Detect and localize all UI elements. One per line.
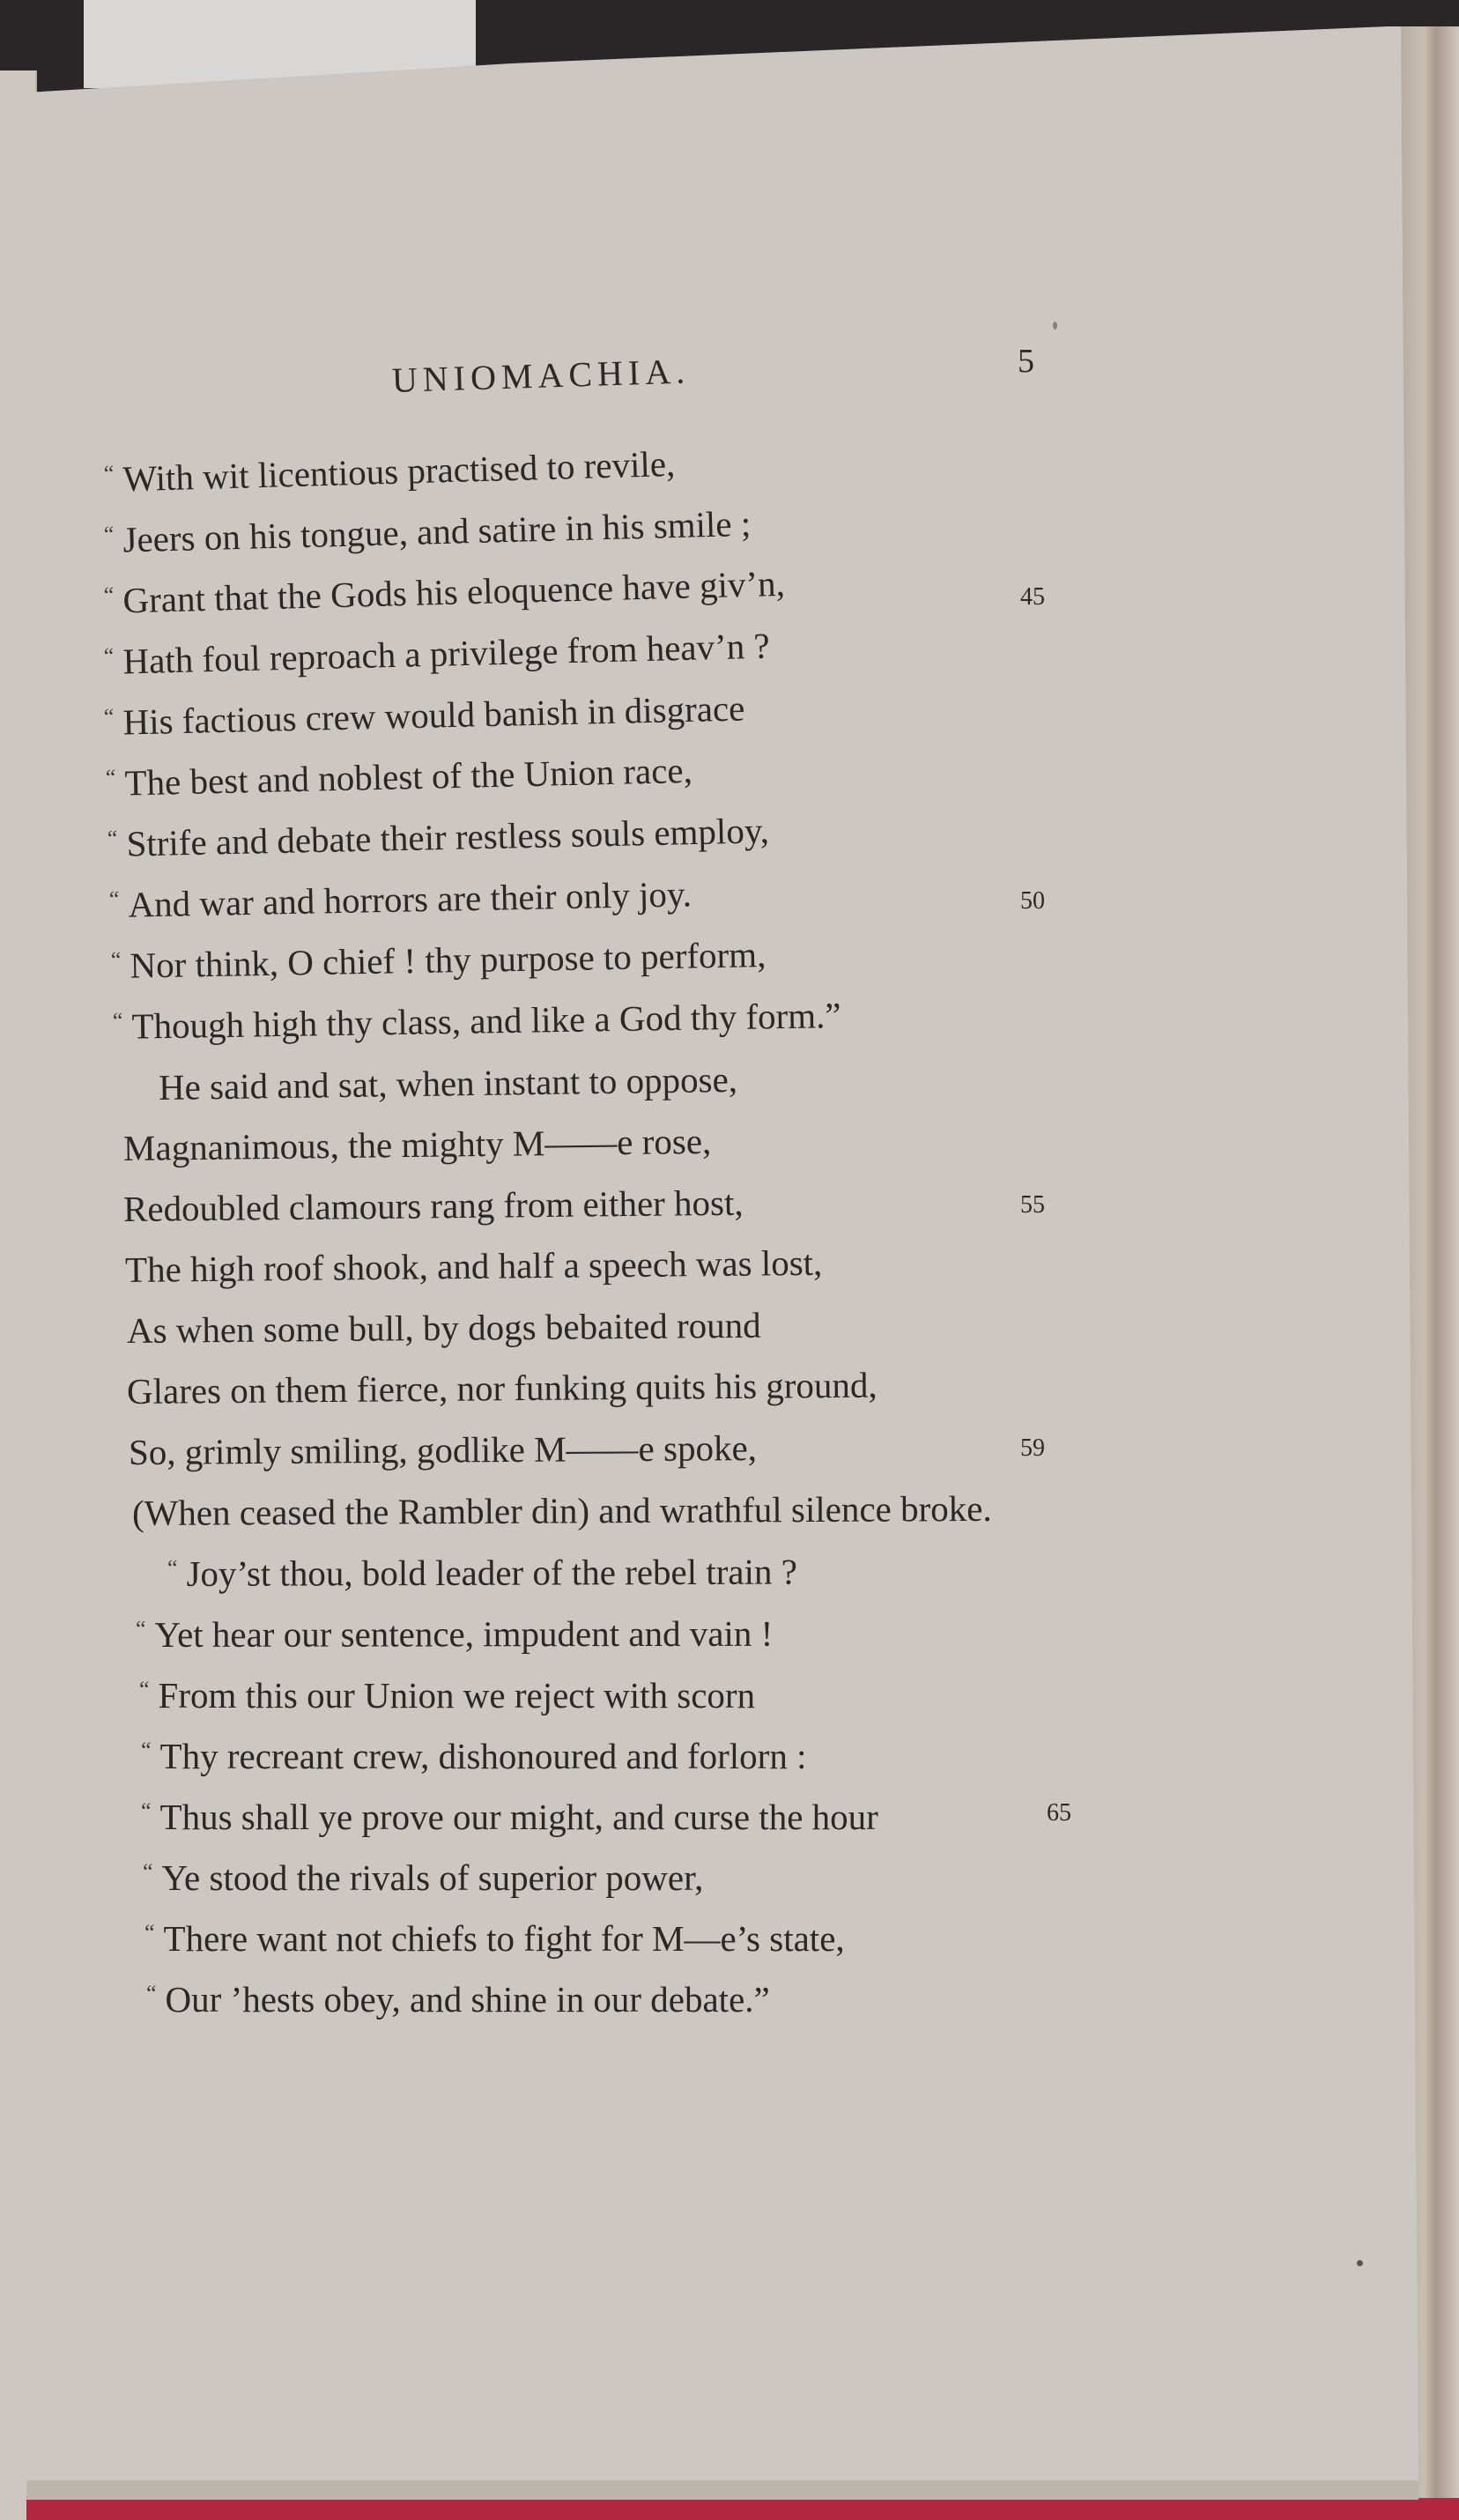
verse-line [104,1304,1161,1370]
open-quote-mark: “ [135,1615,146,1642]
verse-text: Our ’hests obey, and shine in our debate.” [165,1979,770,2020]
verse-text: Nor think, O chief ! thy purpose to perform, [130,934,767,986]
verse-line [104,1613,1161,1674]
open-quote-mark: “ [103,582,115,608]
open-quote-mark: “ [103,642,115,669]
line-number: 65 [1047,1799,1071,1827]
verse-line [104,1364,1161,1431]
verse-text: His factious crew would banish in disgrace [122,687,745,743]
verse-text: There want not chiefs to fight for M—e’s state, [163,1918,845,1959]
verse-line [104,1857,1161,1917]
verse-text: Redoubled clamours rang from either host, [122,1182,744,1229]
open-quote-mark: “ [105,764,116,790]
open-quote-mark: “ [144,1920,155,1946]
verse-text: Though high thy class, and like a God thy form.” [131,995,841,1047]
open-quote-mark: “ [146,1981,157,2006]
open-quote-mark: “ [108,886,120,912]
verse-text: Glares on them fierce, nor funking quits his ground, [126,1364,878,1412]
open-quote-mark: “ [110,946,122,973]
page-number: 5 [1018,343,1034,380]
red-binding-band [26,2498,1459,2520]
page-bottom-edge [26,2480,1418,2500]
open-quote-mark: “ [143,1859,153,1885]
verse-text: Grant that the Gods his eloquence have giv’n, [122,562,786,621]
verse-line [104,1735,1161,1796]
verse-line [104,1241,1161,1309]
verse-line [104,1553,1161,1613]
paper-speck [1053,322,1057,330]
verse-text: And war and horrors are their only joy. [128,873,692,925]
verse-text: Ye stood the rivals of superior power, [161,1857,704,1898]
verse-line [104,1796,1161,1857]
line-number: 50 [1020,887,1045,915]
open-quote-mark: “ [103,703,115,730]
verse-line [104,1058,1161,1127]
verse-line [104,1120,1161,1188]
verse-line [104,1427,1161,1492]
verse-text: Thus shall ye prove our might, and curse the hour [159,1797,878,1837]
line-number: 45 [1020,583,1045,611]
open-quote-mark: “ [107,825,118,851]
verse-text: Yet hear our sentence, impudent and vain ! [154,1612,774,1655]
verse-line [104,1917,1161,1978]
verse-line [104,934,1161,1005]
verse-text: Thy recreant crew, dishonoured and forlorn : [159,1736,807,1776]
verse-text: So, grimly smiling, godlike M——e spoke, [128,1427,758,1472]
verse-text: Joy’st thou, bold leader of the rebel train ? [186,1551,798,1594]
line-number: 55 [1020,1191,1045,1219]
open-quote-mark: “ [167,1554,178,1581]
open-quote-mark: “ [141,1798,152,1824]
open-quote-mark: “ [103,460,115,486]
verse-text: As when some bull, by dogs bebaited round [126,1304,761,1351]
verse-text: (When ceased the Rambler din) and wrathful silence broke. [131,1487,992,1533]
verse-line [104,995,1161,1066]
verse-text: The best and noblest of the Union race, [124,749,693,804]
verse-text: With wit licentious practised to revile, [122,442,676,500]
verse-text: He said and sat, when instant to oppose, [158,1058,738,1108]
verse-text: Hath foul reproach a privilege from heav’n ? [122,625,771,682]
verse-line [104,1182,1161,1249]
verse-line [104,1978,1161,2039]
verse-text: The high roof shook, and half a speech was lost, [124,1241,823,1290]
open-quote-mark: “ [103,521,115,547]
verse-text: Magnanimous, the mighty M——e rose, [122,1120,712,1168]
verse-line [104,1487,1161,1553]
verse-text: From this our Union we reject with scorn [158,1675,756,1716]
open-quote-mark: “ [139,1677,150,1702]
open-quote-mark: “ [141,1738,152,1763]
verse-text: Jeers on his tongue, and satire in his smile ; [122,502,752,560]
running-title: UNIOMACHIA. [391,351,691,400]
paper-speck [1357,2260,1363,2266]
verse-line [104,1674,1161,1735]
open-quote-mark: “ [112,1007,123,1034]
verse-text: Strife and debate their restless souls employ, [126,810,770,864]
line-number: 59 [1020,1434,1045,1462]
verse-block [103,442,1161,2039]
